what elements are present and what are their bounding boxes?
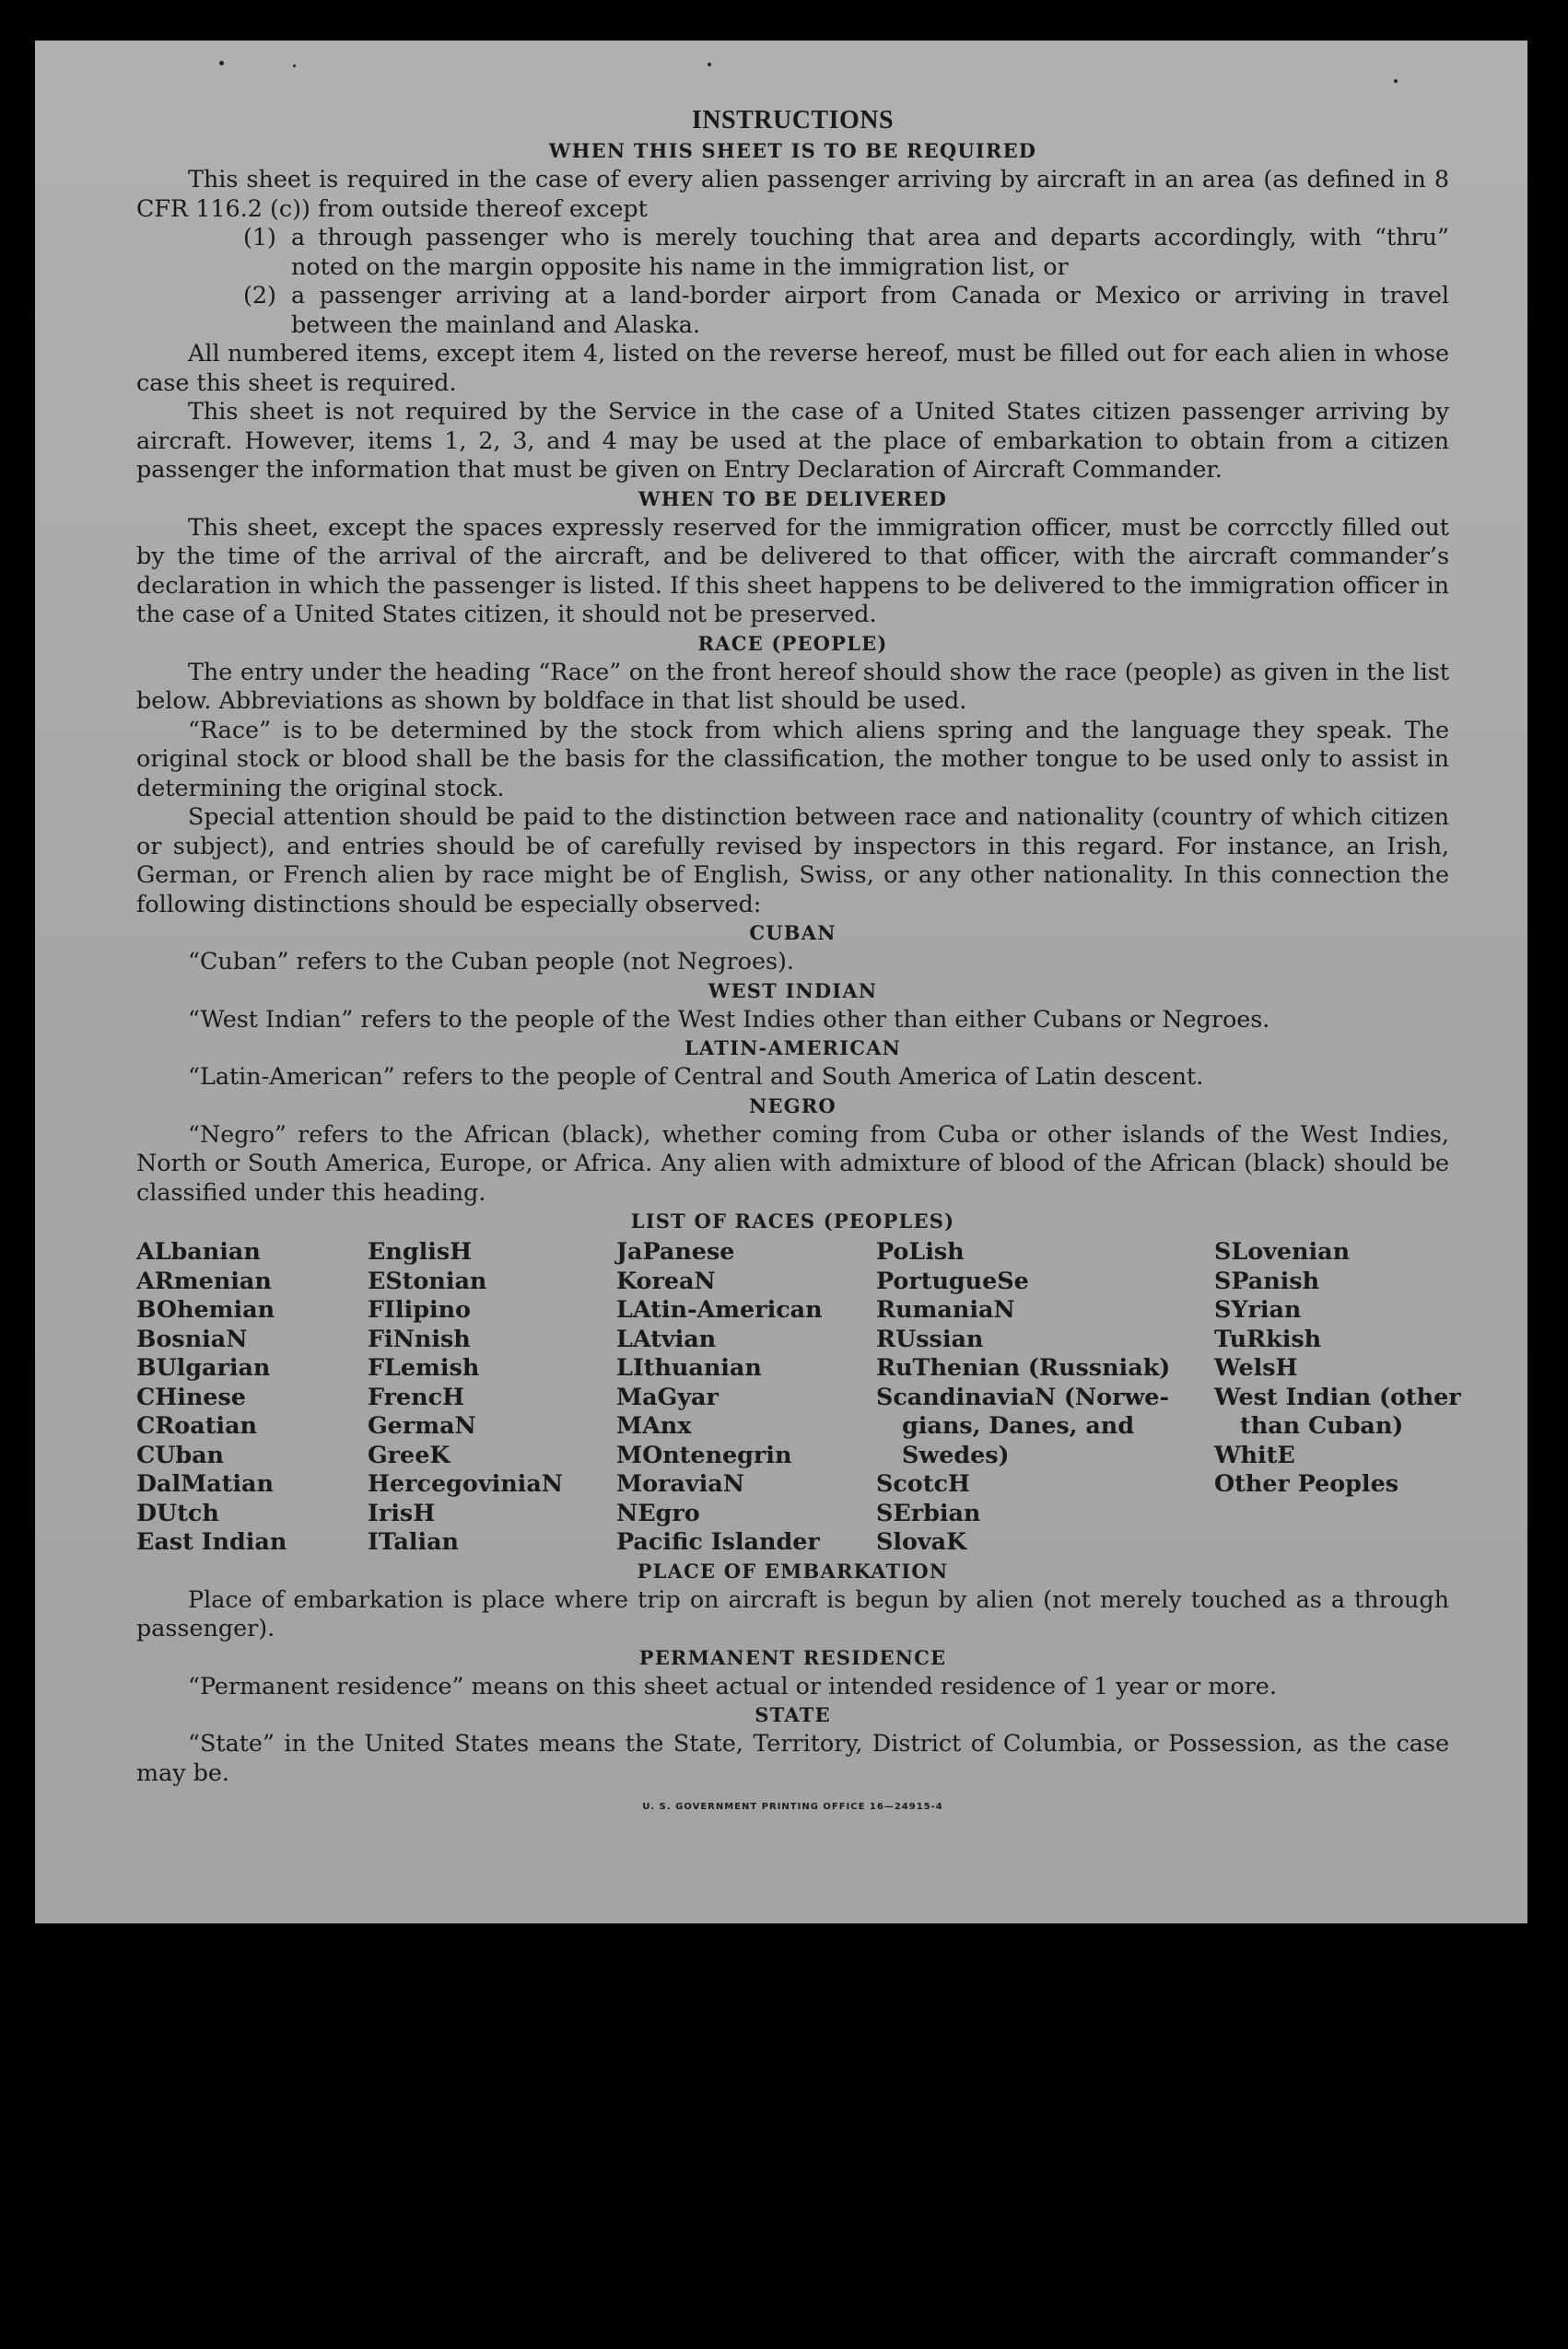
race-entry: LAtin-American xyxy=(616,1295,823,1323)
race-entry: SlovaK xyxy=(876,1527,967,1555)
race-entry: RuThenian (Russniak) xyxy=(876,1353,1171,1381)
item-number: (2) xyxy=(243,281,276,309)
item-number: (1) xyxy=(243,223,276,251)
heading-when-delivered: WHEN TO BE DELIVERED xyxy=(638,486,947,510)
item-text: a passenger arriving at a land-border airport from Canada or Mexico or arriving in travel between the mainland and Alaska. xyxy=(291,281,1449,338)
race-entry: KoreaN xyxy=(616,1266,716,1294)
list-item xyxy=(243,223,1449,281)
printing-office-imprint: U. S. GOVERNMENT PRINTING OFFICE 16—24915-4 xyxy=(642,1802,943,1812)
race-entry: WhitE xyxy=(1214,1440,1295,1468)
race-entry: TuRkish xyxy=(1214,1324,1322,1352)
race-entry: DalMatian xyxy=(136,1469,274,1497)
heading-negro: NEGRO xyxy=(749,1093,837,1117)
race-entry: MaGyar xyxy=(616,1382,719,1410)
race-entry-continuation: Swedes) xyxy=(902,1440,1010,1468)
race-entry: FiNnish xyxy=(368,1324,471,1352)
document-sheet xyxy=(35,41,1527,1923)
race-entry: East Indian xyxy=(136,1527,287,1555)
race-entry-continuation: than Cuban) xyxy=(1240,1411,1404,1439)
page-title: INSTRUCTIONS xyxy=(691,106,895,134)
race-entry: PoLish xyxy=(876,1237,965,1265)
race-entry: CHinese xyxy=(136,1382,246,1410)
race-entry: ITalian xyxy=(368,1527,459,1555)
race-entry: IrisH xyxy=(368,1498,436,1526)
races-column xyxy=(876,1237,1214,1557)
race-entry: WelsH xyxy=(1214,1353,1298,1381)
race-entry: SErbian xyxy=(876,1498,981,1526)
race-entry: GreeK xyxy=(368,1440,451,1468)
paragraph: “Cuban” refers to the Cuban people (not Negroes). xyxy=(188,947,794,975)
races-list xyxy=(136,1237,1461,1557)
race-entry: BosniaN xyxy=(136,1324,248,1352)
race-entry: HercegoviniaN xyxy=(368,1469,563,1497)
race-entry: Other Peoples xyxy=(1214,1469,1399,1497)
heading-state: STATE xyxy=(755,1703,831,1726)
race-entry: DUtch xyxy=(136,1498,219,1526)
race-entry: FrencH xyxy=(368,1382,465,1410)
heading-west-indian: WEST INDIAN xyxy=(708,978,878,1002)
paragraph: “West Indian” refers to the people of the West Indies other than either Cubans or Negroes. xyxy=(188,1004,1270,1033)
race-entry: ScandinaviaN (Norwe- xyxy=(876,1382,1170,1410)
paragraph: This sheet is required in the case of every alien passenger arriving by aircraft in an area (as defined in 8 CFR 116.2 (c)) from outside thereof except xyxy=(136,165,1449,222)
race-entry: CRoatian xyxy=(136,1411,257,1439)
races-column xyxy=(136,1237,368,1557)
race-entry: EStonian xyxy=(368,1266,487,1294)
race-entry: SPanish xyxy=(1214,1266,1320,1294)
paper-speck xyxy=(708,63,711,66)
race-entry: LAtvian xyxy=(616,1324,717,1352)
race-entry: FIlipino xyxy=(368,1295,471,1323)
paragraph: This sheet, except the spaces expressly reserved for the immigration officer, must be corrcctly filled out by the time of the arrival of the aircraft, and be delivered to that officer, with the aircraft commander’s declaration in which the passenger is listed. If this sheet happens to be delivered to the immigration officer in the case of a United States citizen, it should not be preserved. xyxy=(136,512,1449,627)
race-entry: PortugueSe xyxy=(876,1266,1029,1294)
paper-speck xyxy=(219,61,224,65)
list-item xyxy=(243,281,1449,339)
heading-when-required: WHEN THIS SHEET IS TO BE REQUIRED xyxy=(548,139,1037,162)
paragraph: Special attention should be paid to the distinction between race and nationality (country of which citizen or subject), and entries should be of carefully revised by inspectors in this regard. For instance, an Irish, German, or French alien by race might be of English, Swiss, or any other nationality. In this connection the following distinctions should be especially observed: xyxy=(136,802,1449,917)
race-entry: ScotcH xyxy=(876,1469,970,1497)
paper-speck xyxy=(293,64,296,67)
instructions-content xyxy=(136,105,1461,1822)
heading-embarkation: PLACE OF EMBARKATION xyxy=(637,1559,949,1583)
paragraph: “Permanent residence” means on this sheet actual or intended residence of 1 year or more. xyxy=(188,1671,1277,1700)
heading-race: RACE (PEOPLE) xyxy=(697,631,888,655)
paragraph: “State” in the United States means the State, Territory, District of Columbia, or Possession, as the case may be. xyxy=(136,1729,1449,1786)
race-entry: LIthuanian xyxy=(616,1353,762,1381)
race-entry: SLovenian xyxy=(1214,1237,1351,1265)
paragraph: “Race” is to be determined by the stock from which aliens spring and the language they speak. The original stock or blood shall be the basis for the classification, the mother tongue to be used only to assist in determining the original stock. xyxy=(136,715,1449,801)
paragraph: The entry under the heading “Race” on the front hereof should show the race (people) as given in the list below. Abbreviations as shown by boldface in that list should be used. xyxy=(136,657,1449,714)
paragraph: This sheet is not required by the Service in the case of a United States citizen passenger arriving by aircraft. However, items 1, 2, 3, and 4 may be used at the place of embarkation to obtain from a citizen passenger the information that must be given on Entry Declaration of Aircraft Commander. xyxy=(136,397,1449,483)
race-entry: West Indian (other xyxy=(1214,1382,1461,1410)
race-entry: RUssian xyxy=(876,1324,984,1352)
races-column xyxy=(616,1237,876,1557)
race-entry: MAnx xyxy=(616,1411,692,1439)
race-entry: Pacific Islander xyxy=(616,1527,820,1555)
race-entry: ARmenian xyxy=(136,1266,272,1294)
races-column xyxy=(1214,1237,1461,1557)
race-entry: BUlgarian xyxy=(136,1353,271,1381)
race-entry: ALbanian xyxy=(136,1237,261,1265)
race-entry: GermaN xyxy=(368,1411,476,1439)
paragraph: All numbered items, except item 4, listed on the reverse hereof, must be filled out for each alien in whose case this sheet is required. xyxy=(136,339,1449,396)
race-entry: CUban xyxy=(136,1440,225,1468)
race-entry: MOntenegrin xyxy=(616,1440,792,1468)
race-entry: BOhemian xyxy=(136,1295,275,1323)
heading-latin-american: LATIN-AMERICAN xyxy=(684,1036,902,1059)
paragraph: “Negro” refers to the African (black), whether coming from Cuba or other islands of the West Indies, North or South America, Europe, or Africa. Any alien with admixture of blood of the African (black) should be classified under this heading. xyxy=(136,1119,1449,1206)
race-entry-continuation: gians, Danes, and xyxy=(902,1411,1135,1439)
heading-cuban: CUBAN xyxy=(749,921,837,944)
paper-speck xyxy=(1394,79,1398,83)
heading-list-of-races: LIST OF RACES (PEOPLES) xyxy=(630,1210,955,1233)
paragraph: “Latin-American” refers to the people of Central and South America of Latin descent. xyxy=(188,1062,1204,1090)
race-entry: EnglisH xyxy=(368,1237,473,1265)
race-entry: FLemish xyxy=(368,1353,480,1381)
paragraph: Place of embarkation is place where trip on aircraft is begun by alien (not merely touched as a through passenger). xyxy=(136,1584,1449,1642)
race-entry: JaPanese xyxy=(616,1237,735,1265)
race-entry: NEgro xyxy=(616,1498,700,1526)
races-column xyxy=(368,1237,616,1557)
race-entry: SYrian xyxy=(1214,1295,1302,1323)
race-entry: MoraviaN xyxy=(616,1469,744,1497)
heading-permanent-residence: PERMANENT RESIDENCE xyxy=(638,1645,947,1669)
item-text: a through passenger who is merely touching that area and departs accordingly, with “thru” noted on the margin opposite his name in the immigration list, or xyxy=(291,223,1449,280)
race-entry: RumaniaN xyxy=(876,1295,1015,1323)
